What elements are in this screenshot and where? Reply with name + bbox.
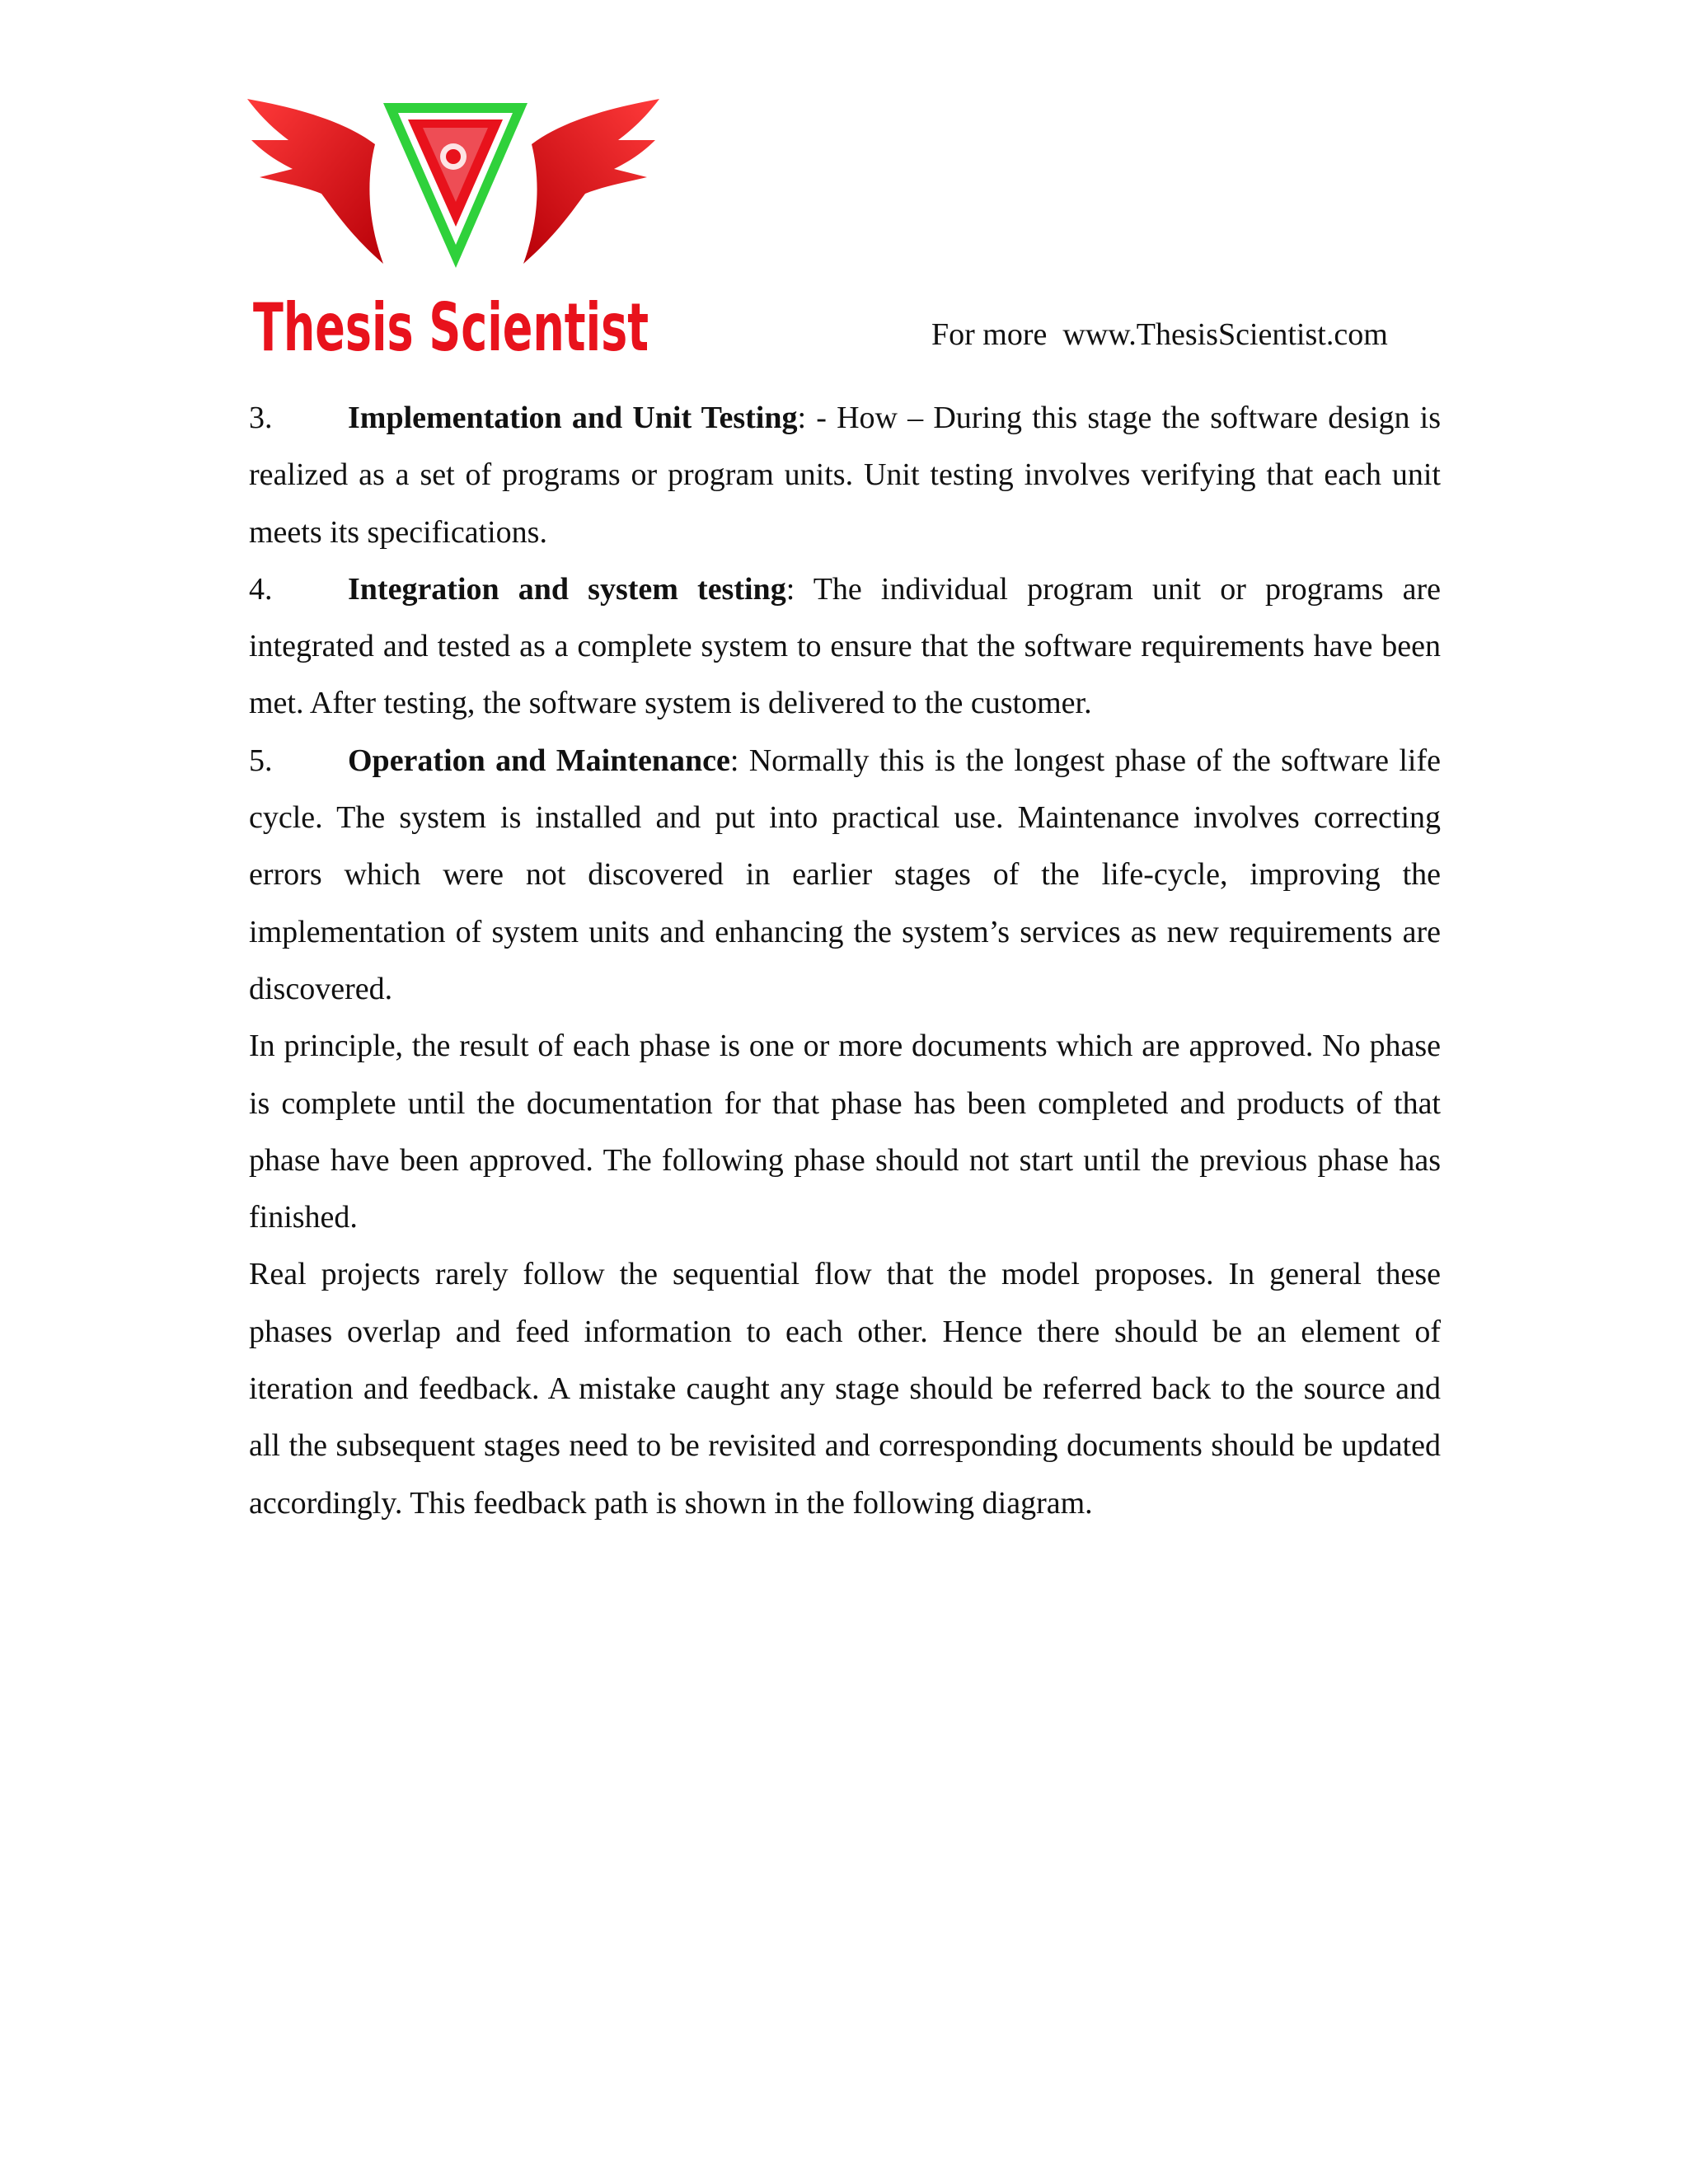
item-number: 5. (249, 743, 273, 778)
body-paragraph: In principle, the result of each phase is one or more documents which are approved. No phase is complete until the documentation for that phase has been completed and products of that phase have been approved. The following phase should not start until the previous phase has finished. (249, 1029, 1441, 1235)
for-more-label: For more (931, 317, 1048, 352)
logo-text: Thesis Scientist (253, 289, 649, 366)
list-item (249, 561, 1441, 733)
item-number: 4. (249, 571, 273, 607)
item-text: : Normally this is the longest phase of the software life cycle. The system is installed and put into practical use. Maintenance involves correcting errors which were not discovered in earlier stages of the life-cycle, improving the implementation of system units and enhancing the system’s services as new requirements are discovered. (249, 743, 1441, 1006)
item-title: Implementation and Unit Testing (348, 401, 798, 435)
item-number: 3. (249, 401, 273, 435)
item-title: Integration and system testing (348, 571, 786, 607)
item-text: : The individual program unit or programs are integrated and tested as a complete system to ensure that the software requirements have been met. After testing, the software system is delivered to the customer. (249, 571, 1442, 721)
website-link[interactable]: www.ThesisScientist.com (1062, 317, 1388, 352)
winged-triangle-emblem-icon (243, 95, 672, 367)
list-item (249, 733, 1441, 1018)
list-item (249, 390, 1441, 561)
thesis-scientist-logo (243, 95, 672, 367)
item-text: : - How – During this stage the software design is realized as a set of programs or program units. Unit testing involves verifying that each unit meets its specifications. (249, 401, 1441, 550)
body-paragraph: Real projects rarely follow the sequential flow that the model proposes. In general these phases overlap and feed information to each other. Hence there should be an element of iteration and feedback. A mistake caught any stage should be referred back to the source and all the subsequent stages need to be revisited and corresponding documents should be updated accordingly. This feedback path is shown in the following diagram. (249, 1257, 1441, 1521)
item-title: Operation and Maintenance (348, 743, 730, 778)
document-body (249, 390, 1441, 1532)
header-website-line (931, 316, 1442, 353)
